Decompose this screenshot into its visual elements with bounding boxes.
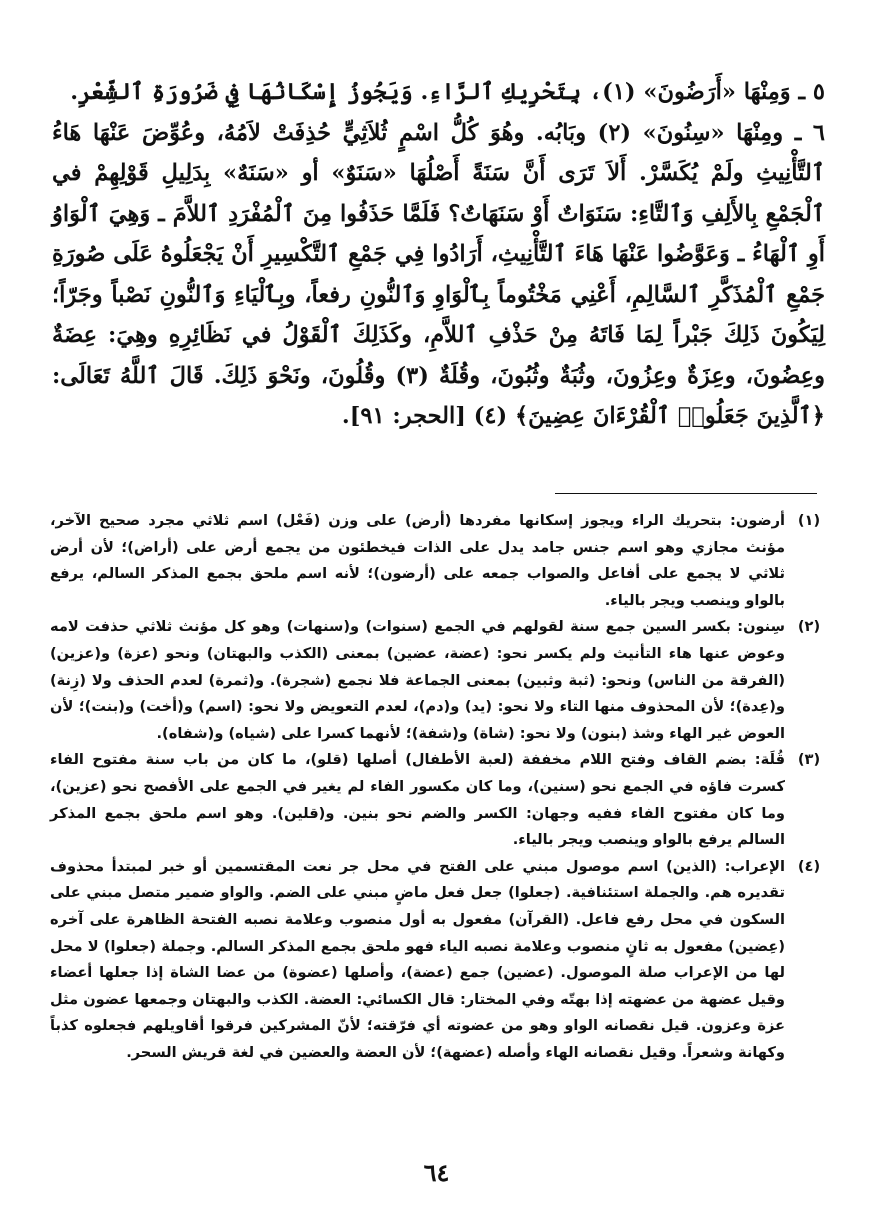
footnotes bbox=[50, 508, 829, 1066]
footnote bbox=[50, 747, 829, 853]
page-number: ٦٤ bbox=[423, 1158, 450, 1187]
footnote-number: (٢) bbox=[797, 618, 821, 636]
footnote-number: (١) bbox=[797, 512, 821, 529]
footnote-number: (٣) bbox=[797, 751, 821, 769]
footnote-number: (٤) bbox=[797, 857, 821, 875]
footnote bbox=[50, 508, 829, 614]
paragraph-6: ٦ ـ ومِنْهَا «سِنُونَ» (٢) وبَابُه. وهُوَ كُلُّ اسْمٍ ثُلاَثِيٍّ حُذِفَتْ لاَمُهُ، وعُوِّضَ عَنْهَا هَاءُ ٱلتَّأْنِيثِ ولَمْ يُكَسَّرْ. أَلاَ تَرَى أَنَّ سَنَةً أَصْلُهَا «سَنَوٌ» أو «سَنَهٌ» بِدَلِيلِ قَوْلِهِمْ في ٱلْجَمْعِ بِالأَلِفِ وَٱلتَّاءِ: سَنَوَاتٌ أَوْ سَنَهَاتٌ؟ فَلَمَّا حَذَفُوا مِنَ ٱلْمُفْرَدِ ٱللاَّمَ ـ وَهِيَ ٱلْوَاوُ أَوِ ٱلْهَاءُ ـ وَعَوَّضُوا عَنْهَا هَاءَ ٱلتَّأْنِيثِ، أَرَادُوا فِي جَمْعِ ٱلتَّكْسِيرِ أَنْ يَجْعَلُوهُ عَلَى صُورَةِ جَمْعِ ٱلْمُذَكَّرِ ٱلسَّالِمِ، أَعْنِي مَخْتُوماً بِٱلْوَاوِ وَٱلنُّونِ رفعاً، وبِٱلْيَاءِ وَٱلنُّونِ نَصْباً وجَرّاً؛ لِيَكُونَ ذَلِكَ جَبْراً لِمَا فَاتَهُ مِنْ حَذْفِ ٱللاَّمِ، وكَذَلِكَ ٱلْقَوْلُ في نَظَائِرِهِ وهِيَ: عِضَةٌ وعِضُونَ، وعِزَةٌ وعِزُونَ، وثُبَةٌ وثُبُونَ، وقُلَةٌ (٣) وقُلُونَ، ونَحْوَ ذَلِكَ. قَالَ ٱللَّهُ تَعَالَى: ﴿ٱلَّذِينَ جَعَلُوا۟ ٱلْقُرْءَانَ عِضِينَ﴾ (٤) [الحجر: ٩١]. bbox=[52, 119, 825, 429]
footnote bbox=[50, 614, 829, 747]
footnote-text: سِنون: بكسر السين جمع سنة لقولهم في الجمع (سنوات) و(سنهات) وهو كل مؤنث ثلاثي حذفت لامه وعوض عنها هاء التأنيث ولم يكسر نحو: (عضة، عضين) بمعنى (الكذب والبهتان) ونحو (عزة) و(عزين) (الفرقة من الناس) ونحو: (ثبة وثبين) بمعنى الجماعة فلا نجمع (شجرة). و(ثمرة) لعدم الحذف ولا (زِنة) و(عِدة)؛ لأن المحذوف منها التاء ولا نحو: (يد) و(دم)، لعدم التعويض ولا نحو: (اسم) و(أخت) و(بنت)؛ لأن العوض غير الهاء وشذ (بنون) ولا نحو: (شاة) و(شفة)؛ لأنهما كسرا على (شياه) و(شفاه). bbox=[50, 618, 785, 742]
main-text bbox=[52, 72, 825, 437]
footnote-text: قُلَة: بضم القاف وفتح اللام مخففة (لعبة الأطفال) أصلها (قلو)، ما كان من باب سنة مفتوح الفاء كسرت فاؤه في الجمع نحو (سنين)، وما كان مكسور الفاء لم يغير في الجمع على الأفصح نحو (عزين)، وما كان مفتوح الفاء ففيه وجهان: الكسر والضم نحو بنين. و(قلين). وهو اسم ملحق بجمع المذكر السالم يرفع بالواو وينصب ويجر بالياء. bbox=[50, 751, 785, 849]
footnote-text: الإعراب: (الذين) اسم موصول مبني على الفتح في محل جر نعت المقتسمين أو خبر لمبتدأ محذوف تقديره هم. والجملة استئنافية. (جعلوا) جعل فعل ماضٍ مبني على الضم. والواو ضمير متصل مبني على السكون في محل رفع فاعل. (القرآن) مفعول به أول منصوب وعلامة نصبه الفتحة الظاهرة على آخره (عِضين) مفعول به ثانٍ منصوب وعلامة نصبه الياء فهو ملحق بجمع المذكر السالم. وجملة (جعلوا) لا محل لها من الإعراب صلة الموصول. (عضين) جمع (عضة)، وأصلها (عضوة) من عضا الشاة إذا جعلها أعضاء وقيل عضهة من عضهته إذا بهتّه وفي المختار: قال الكسائي: العضة. الكذب والبهتان وجمعها عضون مثل عزة وعزون. قيل نقصانه الواو وهو من عضوته أي فرّقته؛ لأنّ المشركين فرقوا أقاويلهم فجعلوه كذباً وكهانة وشعراً. وقيل نقصانه الهاء وأصله (عضهة)؛ لأن العضة والعضين في لغة قريش السحر. bbox=[50, 857, 785, 1061]
paragraph-5: ٥ ـ وَمِنْهَا «أَرَضُونَ» (١)، بِتَحْرِيكِ ٱلرَّاءِ. وَيَجُوزُ إِسْكَانُهَا فِي ضَرُورَةِ ٱلشِّعْرِ. bbox=[70, 79, 825, 105]
footnote bbox=[50, 854, 829, 1067]
footnote-divider bbox=[555, 493, 817, 494]
footnote-text: أرضون: بتحريك الراء ويجوز إسكانها مفردها (أرض) على وزن (فَعْل) اسم ثلاثي مجرد صحيح الآخر، مؤنث مجازي وهو اسم جنس جامد يدل على الذات فيخطئون من يجمع أرض على (أراض)؛ لأن أرض ثلاثي لا يجمع على أفاعل والصواب جمعه على (أرضون)؛ لأنه اسم ملحق بجمع المذكر السالم، يرفع بالواو وينصب ويجر بالياء. bbox=[50, 512, 785, 609]
